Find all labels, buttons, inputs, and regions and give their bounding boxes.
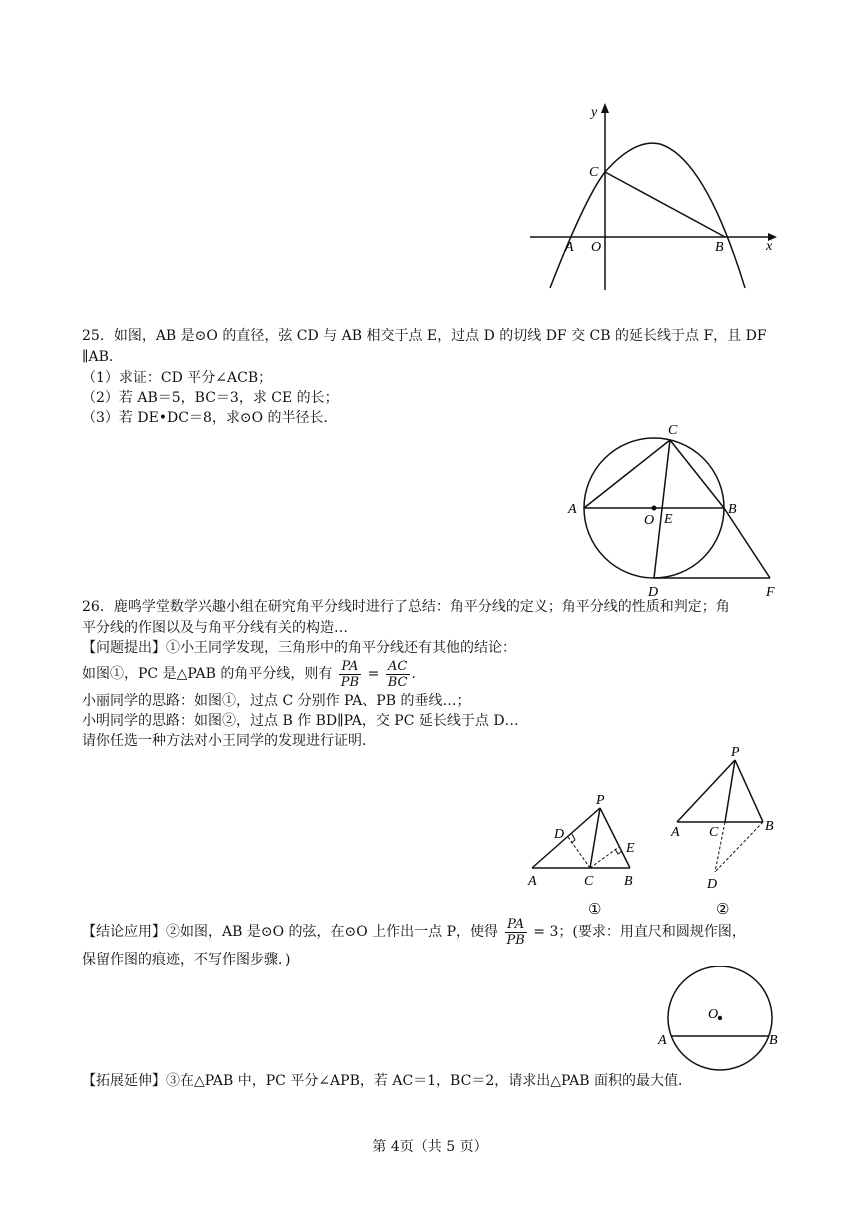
q26-problem: 【问题提出】①小王同学发现，三角形中的角平分线还有其他的结论： [82,640,516,656]
label-D: D [707,877,718,892]
label-B: B [624,874,633,889]
q26-ask: 请你任选一种方法对小王同学的发现进行证明． [82,733,376,749]
q26-apply [82,914,746,950]
label-A: A [658,1033,667,1048]
label-B: B [765,819,774,834]
caption-fig2: ② [716,902,730,918]
apply-prefix: 【结论应用】②如图，AB 是⊙O 的弦，在⊙O 上作出一点 P，使得 [82,924,499,940]
q26-ming-idea: 小明同学的思路：如图②，过点 B 作 BD∥PA，交 PC 延长线于点 D… [82,713,519,729]
label-P: P [596,793,605,808]
label-O: O [708,1007,719,1022]
q26-apply-line2: 保留作图的痕迹，不写作图步骤．) [82,952,291,968]
given-period: . [411,666,416,682]
label-A: A [671,825,680,840]
label-A: A [528,874,537,889]
q25-line2: ∥AB． [82,349,123,365]
circle-figure-26 [650,966,790,1076]
circle-figure-25 [560,420,790,600]
fraction-pa-pb-apply: $\frac{PA}{PB}$ [506,916,525,948]
label-B: B [728,502,737,517]
q26-intro2: 平分线的作图以及与角平分线有关的构造… [82,620,348,636]
q26-intro1: 26．鹿鸣学堂数学兴趣小组在研究角平分线时进行了总结：角平分线的定义；角平分线的性质和判定；角 [82,599,730,615]
q25-line1: 25．如图，AB 是⊙O 的直径，弦 CD 与 AB 相交于点 E，过点 D 的切线 DF 交 CB 的延长线于点 F，且 DF [82,328,767,344]
fraction-ac-bc: $\frac{AC}{BC}$ [387,658,408,690]
label-C: C [589,165,599,180]
label-B: B [715,240,724,255]
label-C: C [709,825,719,840]
q26-given [82,656,416,692]
q25-part2: （2）若 AB＝5，BC＝3，求 CE 的长； [82,390,339,406]
q25-part1: （1）求证：CD 平分∠ACB； [82,370,273,386]
given-prefix: 如图①，PC 是△PAB 的角平分线，则有 [82,666,333,682]
label-A: A [568,502,577,517]
label-D: D [648,585,659,600]
q25-part3: （3）若 DE•DC＝8，求⊙O 的半径长． [82,410,338,426]
page-footer: 第 4页（共 5 页） [372,1139,488,1155]
label-P: P [731,745,740,760]
label-B: B [769,1033,778,1048]
label-O: O [644,513,655,528]
label-F: F [766,585,775,600]
label-x: x [766,239,773,254]
label-A: A [565,240,574,255]
q26-li-idea: 小丽同学的思路：如图①，过点 C 分别作 PA、PB 的垂线…； [82,693,471,709]
parabola-figure [525,98,785,293]
label-O: O [591,240,602,255]
label-y: y [591,105,598,120]
label-E: E [626,841,635,856]
triangle-figure-1 [520,790,650,920]
q26-extend: 【拓展延伸】③在△PAB 中，PC 平分∠APB，若 AC＝1，BC＝2，请求出△PAB 面积的最大值． [82,1073,692,1089]
caption-fig1: ① [588,902,602,918]
label-C: C [668,423,678,438]
fraction-pa-pb: $\frac{PA}{PB}$ [340,658,360,690]
triangle-figure-2 [665,742,790,920]
apply-suffix: = 3；(要求：用直尺和圆规作图， [533,924,746,940]
label-D: D [554,827,565,842]
label-C: C [584,874,594,889]
equals-sign: = [367,666,380,682]
label-E: E [664,512,673,527]
